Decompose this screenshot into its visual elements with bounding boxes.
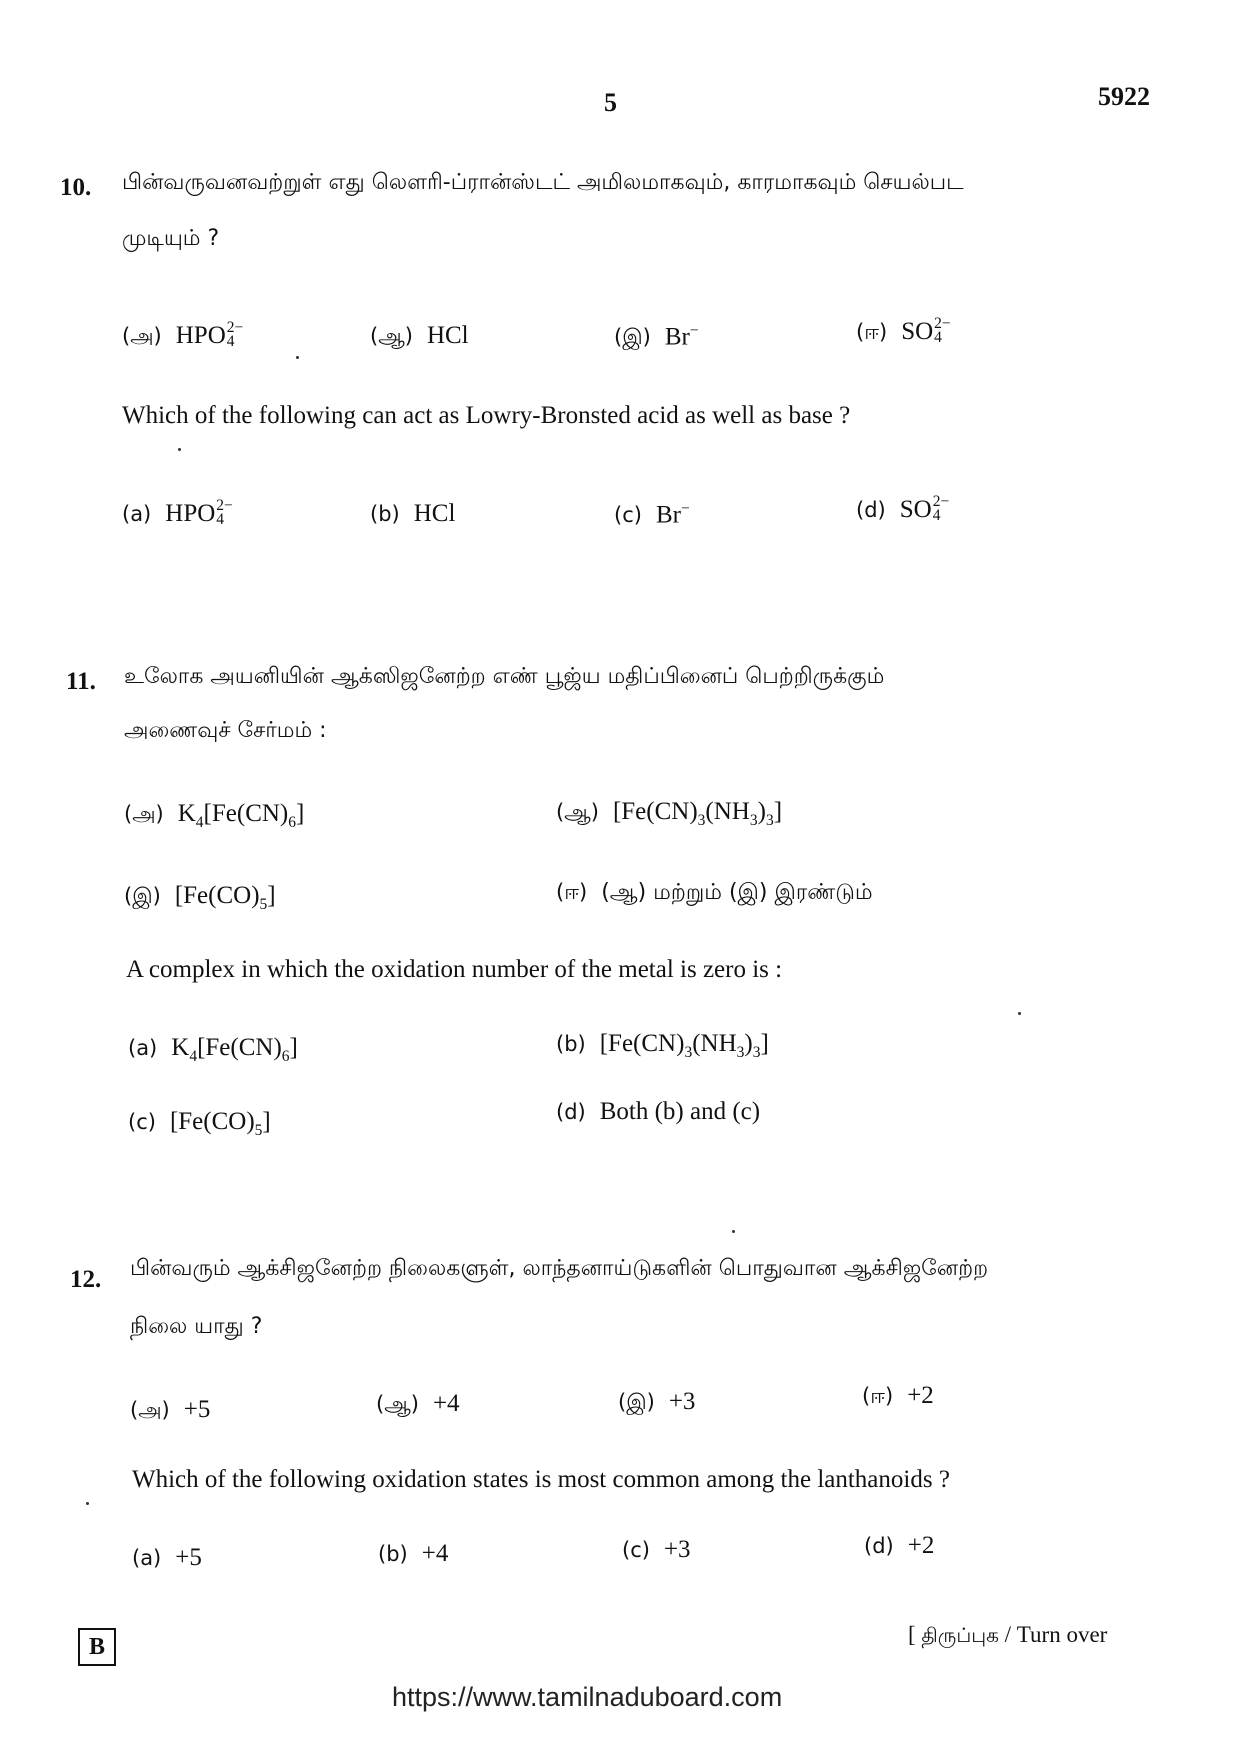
scan-speck (86, 1502, 89, 1505)
option-label: (ஈ) (856, 320, 888, 344)
option-label: (ஆ) (370, 324, 413, 348)
option-c[interactable]: (c) Br− (614, 500, 690, 529)
option-d[interactable]: (d) +2 (864, 1532, 935, 1559)
website-url[interactable]: https://www.tamilnaduboard.com (392, 1682, 783, 1712)
tamil-question-line: முடியும் ? (122, 226, 220, 251)
option-c-tamil[interactable]: (இ) Br− (614, 322, 699, 351)
question-number: 10. (60, 174, 92, 201)
option-text: SO (899, 496, 932, 523)
option-a-tamil[interactable]: (அ) +5 (130, 1396, 211, 1423)
tamil-question-line: பின்வரும் ஆக்சிஜனேற்ற நிலைகளுள், லாந்தனாய்டுகளின் பொதுவான ஆக்சிஜனேற்ற (130, 1256, 989, 1281)
option-c-tamil[interactable]: (இ) +3 (618, 1388, 696, 1415)
option-label: (b) (370, 502, 400, 526)
option-d-tamil[interactable]: (ஈ) +2 (862, 1382, 934, 1409)
option-text: Br (664, 323, 690, 351)
option-d[interactable]: (d) Both (b) and (c) (556, 1098, 761, 1125)
option-label: (a) (122, 502, 152, 526)
tamil-question-line: உலோக அயனியின் ஆக்ஸிஜனேற்ற எண் பூஜ்ய மதிப்பினைப் பெற்றிருக்கும் (124, 664, 885, 689)
option-b[interactable]: (b) $[Fe(CN)_3(NH_3)_3]$ (556, 1030, 769, 1061)
option-b-tamil[interactable]: (ஆ) +4 (376, 1390, 460, 1417)
option-a-tamil[interactable]: (அ) HPO 2− 4 (122, 318, 244, 351)
scan-speck (732, 1230, 735, 1233)
option-c[interactable]: (c) +3 (622, 1536, 691, 1563)
paper-code: 5922 (1098, 82, 1150, 111)
option-text: SO (901, 318, 934, 345)
option-d-tamil[interactable]: (ஈ) SO 2− 4 (856, 314, 951, 347)
question-number: 12. (70, 1266, 102, 1293)
tamil-question-line: நிலை யாது ? (130, 1314, 263, 1339)
scan-speck (296, 356, 299, 359)
option-label: (d) (856, 498, 886, 522)
page-number: 5 (604, 88, 617, 117)
tamil-question-line: அணைவுச் சேர்மம் : (124, 718, 327, 743)
option-b-tamil[interactable] (370, 322, 469, 351)
tamil-question-line: பின்வருவனவற்றுள் எது லௌரி-ப்ரான்ஸ்டட் அமிலமாகவும், காரமாகவும் செயல்பட (122, 170, 964, 195)
option-c-tamil[interactable]: (இ) $[Fe(CO)_5]$ (124, 882, 276, 913)
english-question: Which of the following oxidation states is most common among the lanthanoids ? (132, 1466, 950, 1493)
option-text: HPO (175, 322, 226, 349)
option-a-tamil[interactable]: (அ) $K_4[Fe(CN)_6]$ (124, 800, 305, 831)
turn-over-note: [ திருப்புக / Turn over (908, 1622, 1108, 1647)
option-text: HPO (165, 500, 216, 527)
option-a[interactable]: (a) +5 (132, 1544, 202, 1571)
option-b[interactable] (370, 500, 455, 528)
option-c[interactable]: (c) $[Fe(CO)_5]$ (128, 1108, 271, 1139)
option-label: (இ) (614, 325, 651, 350)
english-question: A complex in which the oxidation number of the metal is zero is : (126, 956, 783, 983)
option-b-tamil[interactable]: (ஆ) $[Fe(CN)_3(NH_3)_3]$ (556, 798, 783, 829)
english-question: Which of the following can act as Lowry-Bronsted acid as well as base ? (122, 402, 851, 429)
option-text: Br (655, 501, 681, 529)
option-label: (c) (614, 503, 642, 528)
option-a[interactable]: (a) $K_4[Fe(CN)_6]$ (128, 1034, 298, 1065)
scan-speck (178, 448, 181, 451)
option-a[interactable]: (a) HPO 2− 4 (122, 496, 233, 529)
option-d[interactable]: (d) SO 2− 4 (856, 492, 950, 525)
option-label: (அ) (122, 324, 162, 348)
option-d-tamil[interactable]: (ஈ) (ஆ) மற்றும் (இ) இரண்டும் (556, 880, 873, 905)
option-text: HCl (413, 500, 456, 527)
booklet-code-box: B (78, 1628, 116, 1666)
question-number: 11. (66, 668, 96, 695)
option-b[interactable]: (b) +4 (378, 1540, 449, 1567)
option-text: HCl (426, 322, 469, 349)
scan-speck (1018, 1012, 1021, 1015)
